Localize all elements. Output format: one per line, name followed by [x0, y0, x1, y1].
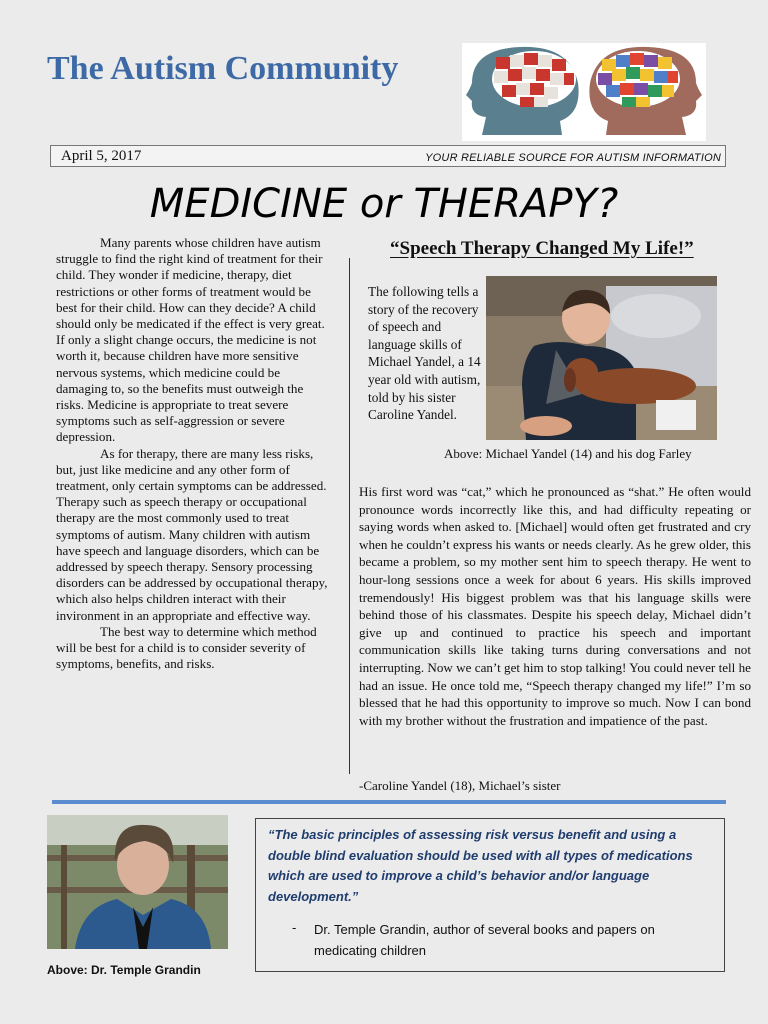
left-paragraph: As for therapy, there are many less risks, but, just like medicine and any other form of treatment, only certain symptoms can be addressed. Therapy such as speech therapy or occupational therapy are the most commonly used to treat symptoms of autism. Many children with autism have speech and language disorders, which can be addressed by speech therapy. Sensory processing disorders can be addressed by occupational therapy, which also helps children interact with their invironment in an appropriate and effective way. — [56, 445, 328, 623]
left-article — [56, 235, 333, 672]
heads-puzzle-illustration — [462, 43, 706, 141]
story-title: “Speech Therapy Changed My Life!” — [390, 238, 694, 259]
story-body: His first word was “cat,” which he pronounced as “shat.” He often would pronounce words incorrectly like this, and had difficulty repeating or saying words when asked to. [Michael] would often get frustrated and cry when he couldn’t express his wants or needs clearly. As he grew older, this became a problem, so my mother sent him to speech therapy. He went to hour-long sessions once a week for about 6 years. His skills improved tremendously! His biggest problem was that his language skills were behind those of his classmates. Despite his speech delay, Michael didn’t give up and continued to practice his speech and important communication skills like taking turns during conversations and not interrupting. Now we can’t get him to stop talking! You could never tell he had an issue. He once told me, “Speech therapy changed my life!” I’m so blessed that he had this opportunity to improve so much. Now I can bond with my brother without the frustration and impatience of the past. — [359, 484, 751, 728]
story-signature: -Caroline Yandel (18), Michael’s sister — [359, 778, 561, 793]
left-paragraph: Many parents whose children have autism struggle to find the right kind of treatment for their child. They wonder if medicine, therapy, diet restrictions or other forms of treatment would be best for their child. How can they decide? A child should only be medicated if the effect is very great. If only a slight change occurs, the medicine is not worth it, because children have more sensitive nervous systems, which medicine could be damaging to, so the benefits must outweigh the risks. Medicine is appropriate to treat severe symptoms such as self-aggression or severe depression. — [56, 235, 325, 445]
masthead-title: The Autism Community — [47, 50, 399, 87]
photo-caption-michael: Above: Michael Yandel (14) and his dog Farley — [444, 446, 692, 461]
main-headline: MEDICINE or THERAPY? — [149, 181, 619, 227]
attribution-bullet: - — [292, 920, 297, 935]
tagline: YOUR RELIABLE SOURCE FOR AUTISM INFORMATION — [425, 152, 721, 164]
left-paragraph: The best way to determine which method will be best for a child is to consider severity of symptoms, benefits, and risks. — [56, 623, 317, 672]
issue-date: April 5, 2017 — [61, 148, 142, 164]
column-divider — [349, 258, 350, 774]
pull-quote: “The basic principles of assessing risk versus benefit and using a double blind evaluation should be used with all types of medications which are used to improve a child’s behavior and/or language development.” — [268, 827, 693, 904]
boy-with-dog-photo — [486, 276, 717, 440]
temple-grandin-photo — [47, 815, 228, 949]
dateline-bar — [50, 145, 726, 167]
quote-box — [255, 818, 725, 972]
story-intro: The following tells a story of the recovery of speech and language skills of Michael Yandel, a 14 year old with autism, told by his sister Caroline Yandel. — [368, 284, 481, 423]
section-divider — [52, 800, 726, 804]
quote-attribution: Dr. Temple Grandin, author of several books and papers on medicating children — [314, 922, 655, 958]
photo-caption-grandin: Above: Dr. Temple Grandin — [47, 963, 201, 977]
